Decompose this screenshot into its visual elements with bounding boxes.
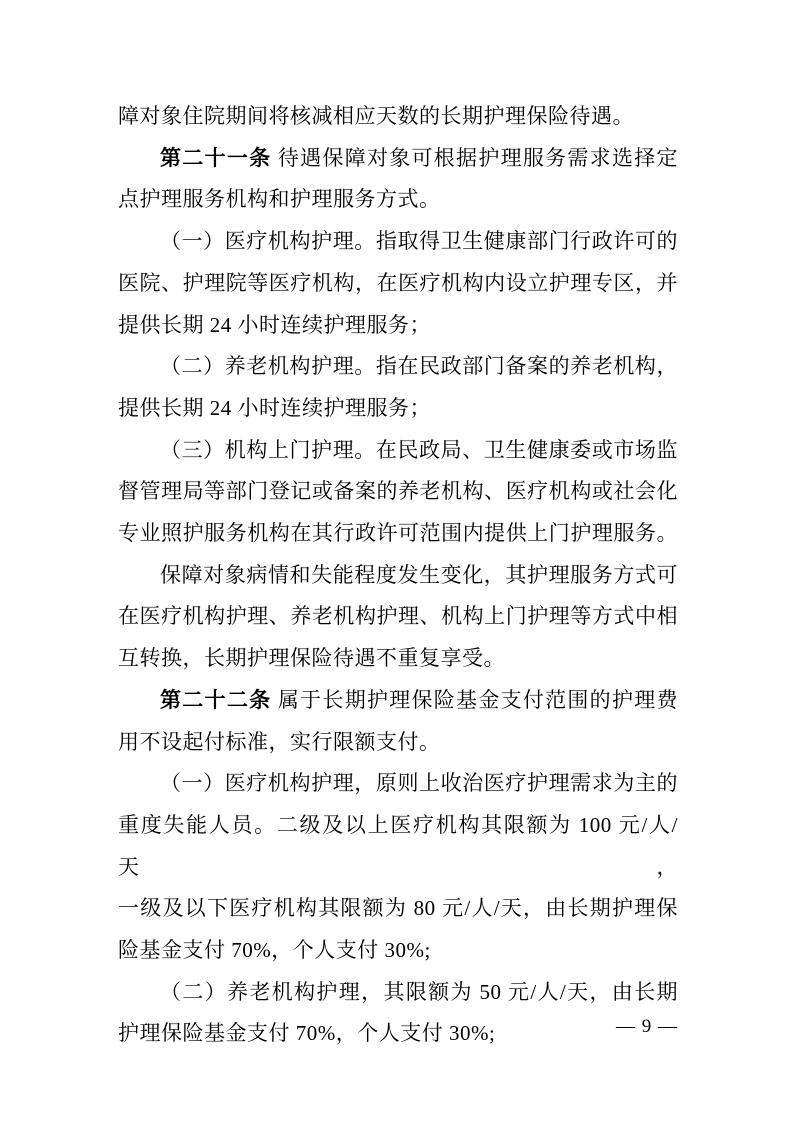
- document-line: [118, 471, 678, 513]
- article-number: 第二十二条: [160, 687, 272, 712]
- line-text: 护理保险基金支付 70%，个人支付 30%;: [118, 1021, 496, 1046]
- line-text: 属于长期护理保险基金支付范围的护理费: [271, 687, 678, 712]
- line-text: 点护理服务机构和护理服务方式。: [118, 187, 441, 212]
- document-line: [118, 638, 678, 680]
- line-text: 督管理局等部门登记或备案的养老机构、医疗机构或社会化: [118, 479, 678, 504]
- document-line: [118, 888, 678, 930]
- document-line: [118, 513, 678, 555]
- line-text: 待遇保障对象可根据护理服务需求选择定: [271, 145, 678, 170]
- line-text: 提供长期 24 小时连续护理服务；: [118, 312, 431, 337]
- document-text-block: [118, 96, 678, 1055]
- document-line: [118, 305, 678, 347]
- document-line: [118, 263, 678, 305]
- document-line: [118, 555, 678, 597]
- document-line: [118, 138, 678, 180]
- line-text: 提供长期 24 小时连续护理服务；: [118, 395, 431, 420]
- document-line: [118, 805, 678, 888]
- line-text: 医院、护理院等医疗机构，在医疗机构内设立护理专区，并: [118, 270, 678, 295]
- document-line: [118, 346, 678, 388]
- line-text: （三）机构上门护理。在民政局、卫生健康委或市场监: [160, 437, 678, 462]
- article-number: 第二十一条: [160, 145, 272, 170]
- document-line: [118, 430, 678, 472]
- line-text: 互转换，长期护理保险待遇不重复享受。: [118, 646, 505, 671]
- document-line: [118, 722, 678, 764]
- document-line: [118, 763, 678, 805]
- document-line: [118, 972, 678, 1014]
- line-text: 险基金支付 70%，个人支付 30%;: [118, 938, 431, 963]
- document-line: [118, 221, 678, 263]
- line-text: （二）养老机构护理。指在民政部门备案的养老机构，: [160, 354, 678, 379]
- document-line: [118, 388, 678, 430]
- line-text: 一级及以下医疗机构其限额为 80 元/人/天，由长期护理保: [118, 896, 678, 921]
- document-line: [118, 680, 678, 722]
- line-text: 保障对象病情和失能程度发生变化，其护理服务方式可: [160, 562, 678, 587]
- line-text: 用不设起付标准，实行限额支付。: [118, 729, 441, 754]
- document-line: [118, 596, 678, 638]
- line-text: （一）医疗机构护理。指取得卫生健康部门行政许可的: [160, 229, 678, 254]
- line-text: 障对象住院期间将核减相应天数的长期护理保险待遇。: [118, 104, 634, 128]
- line-text: （二）养老机构护理，其限额为 50 元/人/天，由长期: [160, 979, 678, 1004]
- document-line: [118, 930, 678, 972]
- page-number: — 9 —: [616, 1016, 678, 1037]
- line-text: 专业照护服务机构在其行政许可范围内提供上门护理服务。: [118, 521, 678, 546]
- line-text: 在医疗机构护理、养老机构护理、机构上门护理等方式中相: [118, 604, 678, 629]
- document-line: [118, 179, 678, 221]
- document-line: [118, 96, 678, 138]
- line-text: （一）医疗机构护理，原则上收治医疗护理需求为主的: [160, 771, 678, 796]
- line-text: 重度失能人员。二级及以上医疗机构其限额为 100 元/人/天，: [118, 812, 678, 879]
